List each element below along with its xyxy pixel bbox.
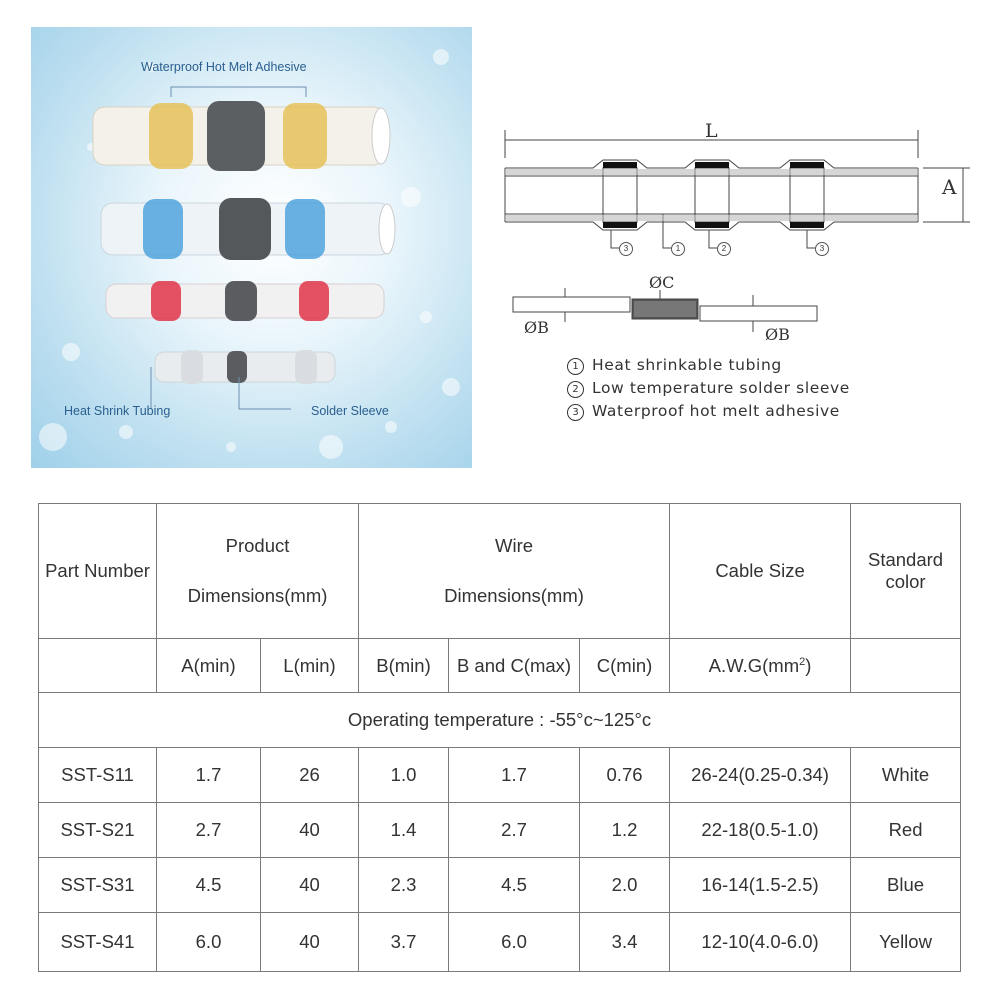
operating-temperature: Operating temperature : -55°c~125°c xyxy=(39,693,961,748)
table-row xyxy=(39,913,961,972)
callout-number-3-right: 3 xyxy=(815,242,829,256)
dimension-c-label: ØC xyxy=(649,273,675,292)
callout-waterproof-adhesive: Waterproof Hot Melt Adhesive xyxy=(141,60,307,74)
cell-c: 1.2 xyxy=(580,803,670,858)
dimension-l-label: L xyxy=(705,120,718,142)
header-cable-size: Cable Size xyxy=(670,504,851,639)
cell-color: Blue xyxy=(851,858,961,913)
cell-c: 3.4 xyxy=(580,913,670,972)
cell-part: SST-S41 xyxy=(39,913,157,972)
subheader-empty-left xyxy=(39,639,157,693)
legend-number-2: 2 xyxy=(567,381,584,398)
table-row xyxy=(39,858,961,913)
specifications-table xyxy=(38,503,961,972)
legend-text-2: Low temperature solder sleeve xyxy=(592,379,850,397)
product-photo xyxy=(31,27,472,468)
cell-bc: 6.0 xyxy=(449,913,580,972)
cell-part: SST-S31 xyxy=(39,858,157,913)
callout-number-1: 1 xyxy=(671,242,685,256)
dimension-a-label: A xyxy=(942,175,957,199)
cell-bc: 2.7 xyxy=(449,803,580,858)
legend-text-3: Waterproof hot melt adhesive xyxy=(592,402,840,420)
legend-text-1: Heat shrinkable tubing xyxy=(592,356,782,374)
subheader-a-min: A(min) xyxy=(157,639,261,693)
cell-bc: 4.5 xyxy=(449,858,580,913)
subheader-empty-right xyxy=(851,639,961,693)
header-standard-color: Standard color xyxy=(851,504,961,639)
cell-part: SST-S21 xyxy=(39,803,157,858)
connector-blue xyxy=(101,198,395,260)
header-product-dimensions: Product Dimensions(mm) xyxy=(157,504,359,639)
cell-c: 2.0 xyxy=(580,858,670,913)
cell-a: 6.0 xyxy=(157,913,261,972)
callout-heat-shrink-tubing: Heat Shrink Tubing xyxy=(64,404,171,418)
legend-number-1: 1 xyxy=(567,358,584,375)
legend-item-1 xyxy=(567,356,782,375)
cell-l: 40 xyxy=(261,913,359,972)
cell-b: 1.4 xyxy=(359,803,449,858)
legend-item-3 xyxy=(567,402,840,421)
subheader-b-min: B(min) xyxy=(359,639,449,693)
wire-right xyxy=(700,306,817,321)
dimension-b-right-label: ØB xyxy=(765,325,790,344)
table-row xyxy=(39,748,961,803)
cell-bc: 1.7 xyxy=(449,748,580,803)
table-subheader-row xyxy=(39,639,961,693)
callout-solder-sleeve: Solder Sleeve xyxy=(311,404,389,418)
cell-color: Red xyxy=(851,803,961,858)
cell-cable: 16-14(1.5-2.5) xyxy=(670,858,851,913)
cell-l: 40 xyxy=(261,803,359,858)
cell-b: 3.7 xyxy=(359,913,449,972)
connector-white xyxy=(155,350,335,384)
callout-number-3-left: 3 xyxy=(619,242,633,256)
table-header-row xyxy=(39,504,961,639)
cell-l: 26 xyxy=(261,748,359,803)
table-row xyxy=(39,803,961,858)
cell-a: 4.5 xyxy=(157,858,261,913)
legend-item-2 xyxy=(567,379,850,398)
dimension-b-left-label: ØB xyxy=(524,318,549,337)
cell-a: 2.7 xyxy=(157,803,261,858)
operating-temperature-row xyxy=(39,693,961,748)
cell-a: 1.7 xyxy=(157,748,261,803)
cell-c: 0.76 xyxy=(580,748,670,803)
cell-color: White xyxy=(851,748,961,803)
cell-l: 40 xyxy=(261,858,359,913)
wire-left xyxy=(513,297,630,312)
cell-cable: 22-18(0.5-1.0) xyxy=(670,803,851,858)
cell-b: 2.3 xyxy=(359,858,449,913)
cell-part: SST-S11 xyxy=(39,748,157,803)
connector-yellow xyxy=(93,101,390,171)
cell-cable: 12-10(4.0-6.0) xyxy=(670,913,851,972)
subheader-c-min: C(min) xyxy=(580,639,670,693)
legend-number-3: 3 xyxy=(567,404,584,421)
subheader-l-min: L(min) xyxy=(261,639,359,693)
cell-color: Yellow xyxy=(851,913,961,972)
header-wire-dimensions: Wire Dimensions(mm) xyxy=(359,504,670,639)
cell-b: 1.0 xyxy=(359,748,449,803)
header-part-number: Part Number xyxy=(39,504,157,639)
connector-red xyxy=(106,281,384,321)
cell-cable: 26-24(0.25-0.34) xyxy=(670,748,851,803)
connectors-illustration xyxy=(31,27,472,468)
subheader-awg: $A.W.G(mm^2)$ xyxy=(670,639,851,693)
subheader-b-and-c-max: B and C(max) xyxy=(449,639,580,693)
callout-number-2: 2 xyxy=(717,242,731,256)
